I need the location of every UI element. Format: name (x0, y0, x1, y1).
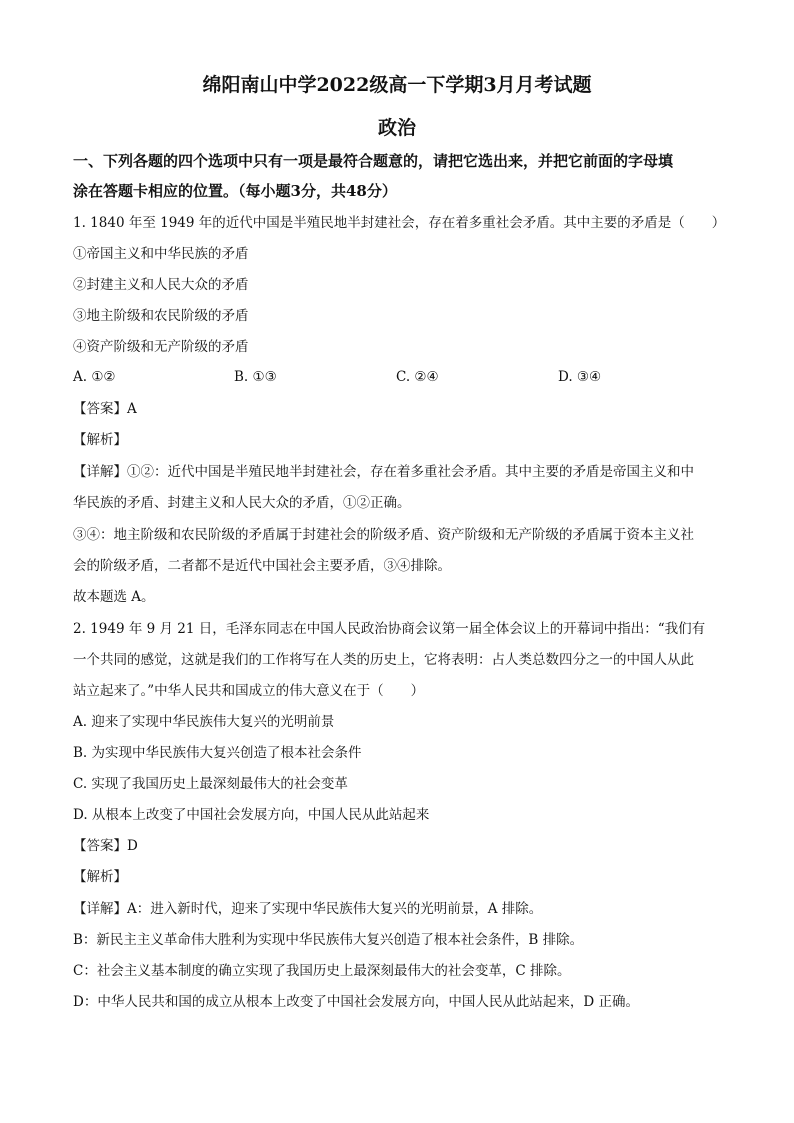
q1-analysis-label: 【解析】 (73, 432, 127, 448)
q1-item-2: ②封建主义和人民大众的矛盾 (73, 277, 249, 293)
q2-detail-line-4: D：中华人民共和国的成立从根本上改变了中国社会发展方向，中国人民从此站起来，D 正确。 (73, 994, 639, 1010)
q2-detail-line-1: 【详解】A：进入新时代，迎来了实现中华民族伟大复兴的光明前景，A 排除。 (73, 901, 543, 917)
q1-option-a: A. ①② (73, 369, 116, 385)
subject-title: 政治 (377, 117, 416, 139)
q2-stem-line-1: 2. 1949 年 9 月 21 日，毛泽东同志在中国人民政治协商会议第一届全体会议上的开幕词中指出：“我们有 (73, 621, 706, 637)
exam-title: 绵阳南山中学2022级高一下学期3月月考试题 (202, 74, 592, 96)
q2-stem-line-3: 站立起来了。”中华人民共和国成立的伟大意义在于（ ） (73, 683, 425, 699)
q1-detail-line-1: 【详解】①②：近代中国是半殖民地半封建社会，存在着多重社会矛盾。其中主要的矛盾是帝国主义和中 (73, 464, 694, 480)
q2-answer: 【答案】D (73, 838, 138, 854)
q1-detail-line-2: 华民族的矛盾、封建主义和人民大众的矛盾，①②正确。 (73, 495, 411, 511)
q2-option-d: D. 从根本上改变了中国社会发展方向，中国人民从此站起来 (73, 807, 430, 823)
q1-stem: 1. 1840 年至 1949 年的近代中国是半殖民地半封建社会，存在着多重社会矛盾。其中主要的矛盾是（ ） (73, 215, 726, 231)
q2-detail-line-2: B：新民主主义革命伟大胜利为实现中华民族伟大复兴创造了根本社会条件，B 排除。 (73, 932, 584, 948)
q2-detail-line-3: C：社会主义基本制度的确立实现了我国历史上最深刻最伟大的社会变革，C 排除。 (73, 963, 571, 979)
q1-option-b: B. ①③ (234, 369, 277, 385)
q1-item-3: ③地主阶级和农民阶级的矛盾 (73, 308, 249, 324)
q1-answer: 【答案】A (73, 401, 137, 417)
q2-option-b: B. 为实现中华民族伟大复兴创造了根本社会条件 (73, 745, 362, 761)
q2-option-c: C. 实现了我国历史上最深刻最伟大的社会变革 (73, 776, 348, 792)
section-heading-line-2: 涂在答题卡相应的位置。（每小题3分，共48分） (73, 182, 397, 200)
q2-stem-line-2: 一个共同的感觉，这就是我们的工作将写在人类的历史上，它将表明：占人类总数四分之一的中国人从此 (73, 652, 694, 668)
q1-detail-line-5: 故本题选 A。 (73, 589, 155, 605)
q1-option-d: D. ③④ (558, 369, 602, 385)
q1-option-c: C. ②④ (396, 369, 439, 385)
q1-detail-line-4: 会的阶级矛盾，二者都不是近代中国社会主要矛盾，③④排除。 (73, 558, 451, 574)
q2-option-a: A. 迎来了实现中华民族伟大复兴的光明前景 (73, 714, 335, 730)
section-heading-line-1: 一、下列各题的四个选项中只有一项是最符合题意的，请把它选出来，并把它前面的字母填 (73, 152, 674, 170)
q1-item-4: ④资产阶级和无产阶级的矛盾 (73, 339, 249, 355)
q1-item-1: ①帝国主义和中华民族的矛盾 (73, 246, 249, 262)
q2-analysis-label: 【解析】 (73, 869, 127, 885)
q1-detail-line-3: ③④：地主阶级和农民阶级的矛盾属于封建社会的阶级矛盾、资产阶级和无产阶级的矛盾属于资本主义社 (73, 527, 694, 543)
